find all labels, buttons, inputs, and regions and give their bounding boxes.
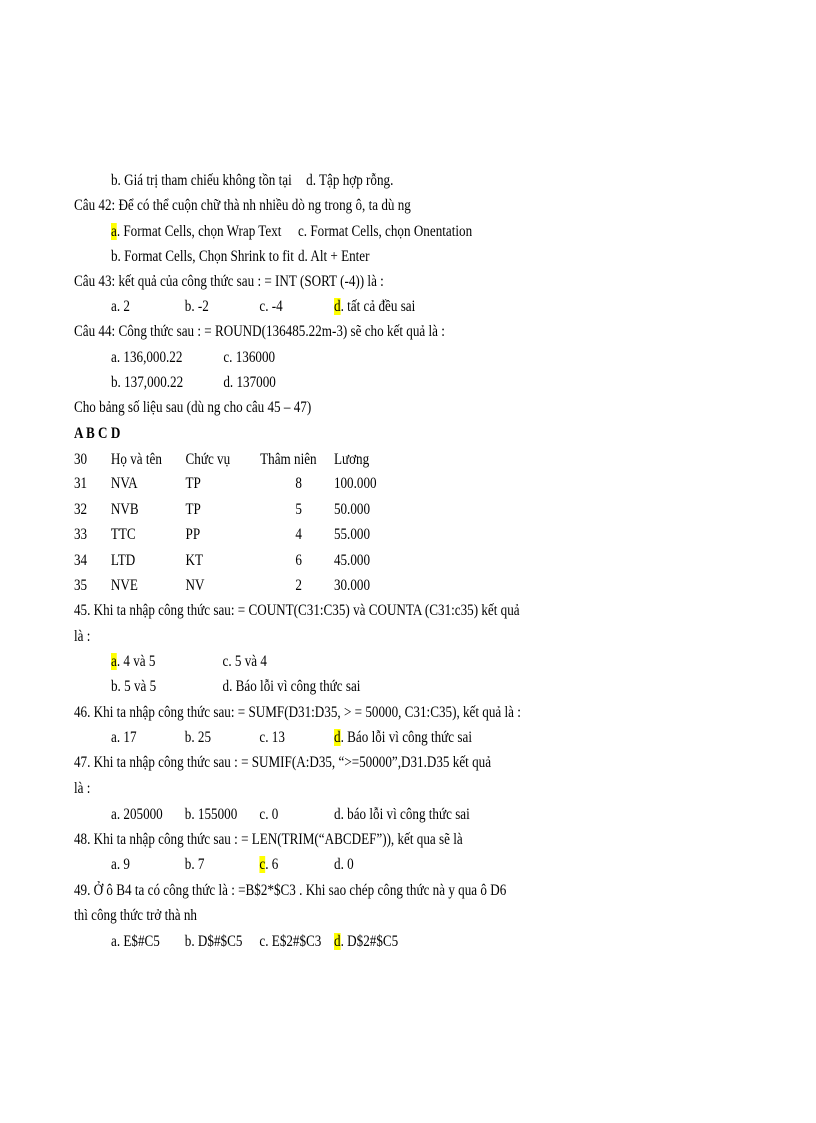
question-49: 49. Ở ô B4 ta có công thức là : =B$2*$C3 . Khi sao chép công thức nà y qua ô D6 (74, 882, 507, 899)
table-cell: TP (185, 475, 201, 492)
table-cell: 35 (74, 577, 88, 594)
option-d: d. Alt + Enter (297, 248, 370, 265)
option-d: d. 137000 (223, 374, 276, 391)
answer-highlight: c (259, 856, 266, 873)
option-b: b. 5 và 5 (111, 678, 157, 695)
option-c: c. E$2#$C3 (259, 933, 322, 950)
option-a: a. E$#C5 (111, 933, 160, 950)
option-b: b. 7 (184, 856, 205, 873)
table-cell: NVE (110, 577, 138, 594)
table-cell: NVA (110, 475, 138, 492)
option-d: d. tất cả đều sai (334, 298, 416, 315)
question-45-cont: là : (74, 628, 91, 645)
table-cell: LTD (110, 552, 136, 569)
answer-highlight: d (334, 729, 341, 746)
question-47: 47. Khi ta nhập công thức sau : = SUMIF(A:D35, “>=50000”,D31.D35 kết quả (74, 754, 492, 771)
table-cell: 45.000 (333, 552, 371, 569)
table-cell: KT (185, 552, 204, 569)
question-43: Câu 43: kết quả của công thức sau : = INT (SORT (-4)) là : (74, 273, 384, 290)
option-c: c. 136000 (223, 349, 276, 366)
table-cell: 50.000 (333, 501, 371, 518)
table-cell: 5 (295, 501, 302, 518)
option-a: a. 2 (111, 298, 130, 315)
answer-highlight: d (334, 933, 341, 950)
option-c: c. Format Cells, chọn Onentation (297, 223, 473, 240)
option-d: d. 0 (334, 856, 354, 873)
column-letters: A B C D (74, 425, 121, 442)
question-48: 48. Khi ta nhập công thức sau : = LEN(TRIM(“ABCDEF”)), kết qua sẽ là (74, 831, 463, 848)
table-cell: Họ và tên (110, 451, 162, 468)
option-b: b. Format Cells, Chọn Shrink to fit (111, 248, 294, 265)
table-cell: 30.000 (333, 577, 371, 594)
option-c: c. 5 và 4 (222, 653, 267, 670)
option-a: a. 9 (111, 856, 130, 873)
option-c: c. -4 (259, 298, 283, 315)
option-a: a. 17 (111, 729, 137, 746)
table-cell: 2 (295, 577, 302, 594)
table-cell: Chức vụ (185, 451, 231, 468)
option-b: b. Giá trị tham chiếu không tồn tại (111, 172, 292, 189)
table-cell: 33 (74, 526, 88, 543)
table-cell: 55.000 (333, 526, 371, 543)
option-a: a. 4 và 5 (111, 653, 156, 670)
table-cell: PP (185, 526, 201, 543)
option-a: a. 136,000.22 (111, 349, 183, 366)
table-cell: 34 (74, 552, 88, 569)
option-d: d. D$2#$C5 (334, 933, 399, 950)
question-49-cont: thì công thức trở thà nh (74, 907, 197, 924)
option-d: d. báo lỗi vì công thức sai (334, 806, 470, 823)
option-d: d. Tập hợp rỗng. (306, 172, 394, 189)
table-cell: TTC (110, 526, 136, 543)
option-c: c. 6 (259, 856, 279, 873)
answer-highlight: a (111, 653, 117, 670)
table-cell: 32 (74, 501, 88, 518)
option-c: c. 0 (259, 806, 279, 823)
option-a: a. 205000 (111, 806, 163, 823)
option-d: d. Báo lỗi vì công thức sai (334, 729, 472, 746)
table-cell: NV (185, 577, 205, 594)
table-intro: Cho bảng số liệu sau (dù ng cho câu 45 – 47) (74, 399, 312, 416)
question-45: 45. Khi ta nhập công thức sau: = COUNT(C31:C35) và COUNTA (C31:c35) kết quả (74, 602, 520, 619)
option-b: b. 25 (184, 729, 212, 746)
table-cell: 4 (295, 526, 302, 543)
option-d: d. Báo lỗi vì công thức sai (222, 678, 361, 695)
table-cell: Thâm niên (260, 451, 317, 468)
answer-highlight: d (334, 298, 341, 315)
table-cell: Lương (333, 451, 370, 468)
question-46: 46. Khi ta nhập công thức sau: = SUMF(D31:D35, > = 50000, C31:C35), kết quả là : (74, 704, 521, 721)
table-cell: 6 (295, 552, 302, 569)
question-47-cont: là : (74, 780, 91, 797)
option-b: b. D$#$C5 (184, 933, 243, 950)
option-b: b. -2 (184, 298, 209, 315)
table-cell: 31 (74, 475, 88, 492)
table-cell: 100.000 (333, 475, 377, 492)
answer-highlight: a (111, 223, 117, 240)
question-44: Câu 44: Công thức sau : = ROUND(136485.22m-3) sẽ cho kết quả là : (74, 323, 445, 340)
table-cell: 30 (74, 451, 88, 468)
option-b: b. 155000 (184, 806, 238, 823)
table-cell: TP (185, 501, 201, 518)
question-42: Câu 42: Để có thể cuộn chữ thà nh nhiều dò ng trong ô, ta dù ng (74, 197, 411, 214)
option-b: b. 137,000.22 (111, 374, 184, 391)
table-cell: 8 (295, 475, 302, 492)
option-a: a. Format Cells, chọn Wrap Text (111, 223, 282, 240)
table-cell: NVB (110, 501, 139, 518)
option-c: c. 13 (259, 729, 285, 746)
